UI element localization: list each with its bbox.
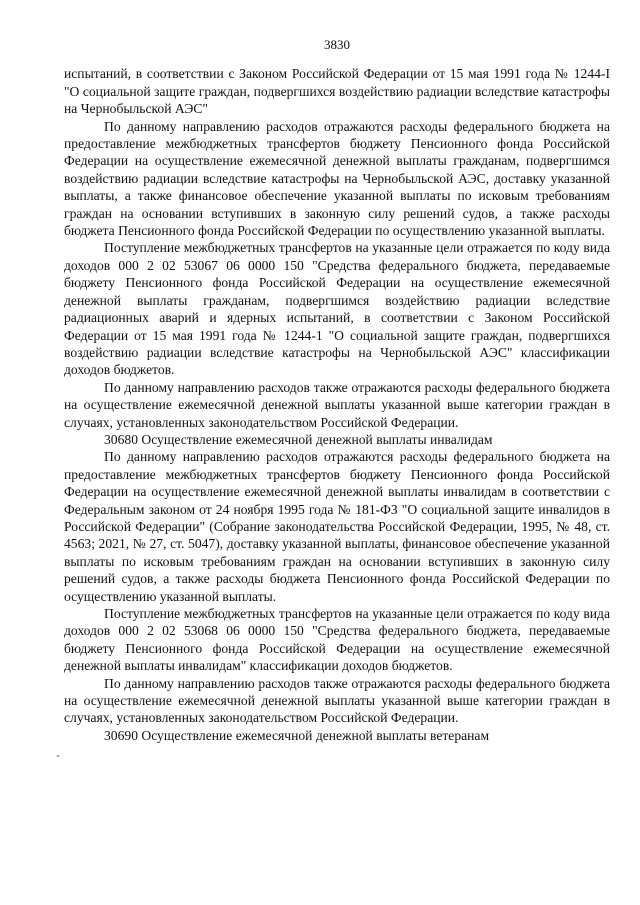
paragraph: По данному направлению расходов отражаются расходы федерального бюджета на предоставление межбюджетных трансфертов бюджету Пенсионного фонда Российской Федерации на осуществление ежемесячной денежной выплаты гражданам, подвергшимся воздействию радиации вследствие катастрофы на Чернобыльской АЭС, доставку указанной выплаты, а также финансовое обеспечение указанной выплаты по исковым требованиям граждан на основании вступивших в законную силу решений судов, а также расходы бюджета Пенсионного фонда Российской Федерации по осуществлению указанной выплаты. <box>64 118 610 239</box>
section-heading: 30680 Осуществление ежемесячной денежной выплаты инвалидам <box>104 431 493 447</box>
document-page <box>64 36 610 744</box>
paragraph: По данному направлению расходов также отражаются расходы федерального бюджета на осуществление ежемесячной денежной выплаты указанной выше категории граждан в случаях, установленных законодательством Российской Федерации. <box>64 379 610 430</box>
section-heading: 30690 Осуществление ежемесячной денежной выплаты ветеранам <box>104 727 490 743</box>
paragraph: По данному направлению расходов отражаются расходы федерального бюджета на предоставление межбюджетных трансфертов бюджету Пенсионного фонда Российской Федерации на осуществление ежемесячной денежной выплаты инвалидам в соответствии с Федеральным законом от 24 ноября 1995 года № 181-ФЗ "О социальной защите инвалидов в Российской Федерации" (Собрание законодательства Российской Федерации, 1995, № 48, ст. 4563; 2021, № 27, ст. 5047), доставку указанной выплаты, финансовое обеспечение указанной выплаты по исковым требованиям граждан на основании вступивших в законную силу решений судов, а также расходы бюджета Пенсионного фонда Российской Федерации по осуществлению указанной выплаты. <box>64 449 610 604</box>
margin-mark: - <box>56 748 60 762</box>
paragraph-continuation: испытаний, в соответствии с Законом Российской Федерации от 15 мая 1991 года № 1244-I "О социальной защите граждан, подвергшихся воздействию радиации вследствие катастрофы на Чернобыльской АЭС" <box>64 66 610 117</box>
paragraph: Поступление межбюджетных трансфертов на указанные цели отражается по коду вида доходов 000 2 02 53067 06 0000 150 "Средства федерального бюджета, передаваемые бюджету Пенсионного фонда Российской Федерации на осуществление ежемесячной денежной выплаты гражданам, подвергшимся воздействию радиации вследствие радиационных аварий и ядерных испытаний, в соответствии с Законом Российской Федерации от 15 мая 1991 года № 1244-1 "О социальной защите граждан, подвергшихся воздействию радиации вследствие катастрофы на Чернобыльской АЭС" классификации доходов бюджетов. <box>64 240 610 378</box>
paragraph: По данному направлению расходов также отражаются расходы федерального бюджета на осуществление ежемесячной денежной выплаты указанной выше категории граждан в случаях, установленных законодательством Российской Федерации. <box>64 675 610 726</box>
page-number: 3830 <box>324 37 350 52</box>
paragraph: Поступление межбюджетных трансфертов на указанные цели отражается по коду вида доходов 000 2 02 53068 06 0000 150 "Средства федерального бюджета, передаваемые бюджету Пенсионного фонда Российской Федерации на осуществление ежемесячной денежной выплаты инвалидам" классификации доходов бюджетов. <box>64 606 610 674</box>
